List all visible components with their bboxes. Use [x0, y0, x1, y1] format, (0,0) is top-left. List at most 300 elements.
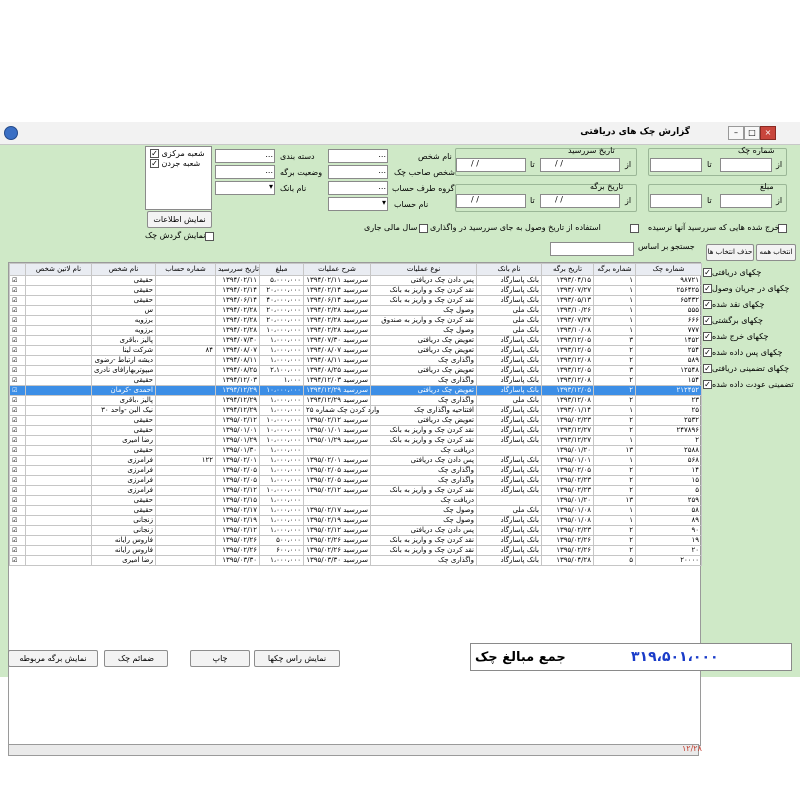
table-cell: بانک پاسارگاد	[477, 456, 542, 466]
table-cell: ۶۵۴۳۲	[636, 296, 702, 306]
table-cell: ۴۰،۰۰۰،۰۰۰	[260, 296, 304, 306]
table-cell	[156, 446, 216, 456]
row-check-icon[interactable]: ☑	[10, 416, 26, 426]
table-cell: سررسید ۱۳۹۵/۰۲/۱۲	[304, 416, 371, 426]
table-cell: ۱،۰۰۰	[260, 376, 304, 386]
table-row[interactable]	[10, 476, 702, 486]
row-check-icon[interactable]: ☑	[10, 326, 26, 336]
table-row[interactable]	[10, 506, 702, 516]
minimize-button[interactable]: –	[728, 126, 744, 140]
date-value: / /	[471, 159, 479, 168]
due-date-to-input[interactable]	[456, 158, 526, 172]
table-row[interactable]	[10, 386, 702, 396]
due-date-from-input[interactable]	[540, 158, 620, 172]
total-label: جمع مبالغ چک	[475, 650, 566, 665]
table-cell: ۱۳۹۵/۰۲/۲۳	[542, 476, 594, 486]
title-bar	[0, 122, 800, 145]
table-cell: ۱	[594, 436, 636, 446]
table-cell: ۲	[594, 416, 636, 426]
table-cell: بانک ملی	[477, 316, 542, 326]
table-cell: افتتاحیه واگذاری چک	[371, 406, 477, 416]
branches-list[interactable]	[145, 146, 212, 210]
table-cell	[26, 546, 92, 556]
table-cell: پس دادن چک دریافتی	[371, 526, 477, 536]
search-input[interactable]	[550, 242, 634, 256]
table-cell: بانک ملی	[477, 506, 542, 516]
row-check-icon[interactable]: ☑	[10, 476, 26, 486]
show-turnover-checkbox[interactable]	[205, 232, 214, 241]
horizontal-scrollbar[interactable]	[8, 744, 699, 756]
table-row[interactable]	[10, 336, 702, 346]
from-label: از	[625, 160, 632, 169]
table-cell: ۲	[594, 476, 636, 486]
table-cell: ۱۵	[636, 476, 702, 486]
table-cell: سررسید ۱۳۹۴/۱۲/۰۳	[304, 376, 371, 386]
table-cell: سررسید ۱۳۹۴/۰۲/۲۸	[304, 316, 371, 326]
table-cell: وارد کردن چک شماره ۲۵	[304, 406, 371, 416]
table-cell	[156, 496, 216, 506]
checkbox-icon[interactable]: ✓	[704, 300, 711, 309]
deselect-all-button[interactable]: حذف انتخاب ها	[706, 244, 754, 261]
table-cell: ۱،۰۰۰،۰۰۰	[260, 336, 304, 346]
table-cell: ۱	[594, 296, 636, 306]
checkbox-icon[interactable]: ✓	[151, 149, 158, 158]
row-check-icon[interactable]: ☑	[10, 386, 26, 396]
column-header[interactable]: نوع عملیات	[371, 264, 477, 276]
show-slip-button[interactable]: نمایش برگه مربوطه	[8, 650, 98, 667]
table-cell: سررسید ۱۳۹۵/۰۲/۰۱	[304, 456, 371, 466]
table-cell: تعویض چک دریافتی	[371, 346, 477, 356]
table-cell: سررسید ۱۳۹۵/۰۲/۱۷	[304, 506, 371, 516]
table-cell: ۱۳۹۳/۱۲/۰۵	[542, 366, 594, 376]
table-row[interactable]	[10, 486, 702, 496]
table-cell: ۱۳۹۳/۱۰/۰۸	[542, 326, 594, 336]
account-name-select[interactable]	[328, 197, 388, 211]
table-cell: واگذاری چک	[371, 556, 477, 566]
table-cell: زنجانی	[92, 526, 156, 536]
row-check-icon[interactable]: ☑	[10, 276, 26, 286]
table-cell: ۱۳۹۵/۰۲/۲۶	[542, 536, 594, 546]
use-receipt-date-checkbox[interactable]	[630, 224, 639, 233]
row-check-icon[interactable]: ☑	[10, 496, 26, 506]
maximize-button[interactable]: □	[744, 126, 760, 140]
table-cell: ۲،۱۰۰،۰۰۰	[260, 366, 304, 376]
table-cell: تعویض چک دریافتی	[371, 336, 477, 346]
browse-button[interactable]: ...	[378, 166, 386, 175]
table-cell	[26, 486, 92, 496]
date-value: / /	[471, 195, 479, 204]
browse-button[interactable]: ...	[265, 166, 273, 175]
report-window	[0, 122, 800, 753]
table-cell: بانک پاسارگاد	[477, 426, 542, 436]
column-header[interactable]: تاریخ سررسید	[216, 264, 260, 276]
table-row[interactable]	[10, 346, 702, 356]
table-cell	[156, 426, 216, 436]
table-cell: ۲۵۴	[636, 346, 702, 356]
browse-button[interactable]: ...	[378, 150, 386, 159]
table-row[interactable]	[10, 466, 702, 476]
table-cell	[156, 336, 216, 346]
attach-check-button[interactable]: ضمائم چک	[104, 650, 168, 667]
table-cell: ۲۵	[636, 406, 702, 416]
table-row[interactable]	[10, 276, 702, 286]
from-label: از	[776, 196, 783, 205]
print-button[interactable]: چاپ	[190, 650, 250, 667]
table-cell: ۳	[594, 366, 636, 376]
table-cell: ۱	[594, 286, 636, 296]
check-type-option[interactable]	[703, 380, 794, 389]
table-row[interactable]	[10, 406, 702, 416]
table-row[interactable]	[10, 296, 702, 306]
table-cell: سررسید ۱۳۹۵/۰۲/۱۹	[304, 516, 371, 526]
table-cell: ۲۰۰۰۰	[636, 556, 702, 566]
check-type-label: چکهای پس داده شده	[712, 348, 783, 357]
table-row[interactable]	[10, 436, 702, 446]
table-cell: ۱۳۹۳/۱۲/۰۸	[542, 356, 594, 366]
table-row[interactable]	[10, 516, 702, 526]
table-cell: ۱۳۹۳/۱۲/۲۷	[542, 436, 594, 446]
table-cell: ۱۳۹۵/۰۱/۰۸	[542, 516, 594, 526]
table-cell: ۱۳۹۵/۰۲/۱۹	[216, 516, 260, 526]
table-cell: ۲	[594, 486, 636, 496]
table-cell: ۲۵۶۴۲۵	[636, 286, 702, 296]
table-cell: ۵۶۸	[636, 456, 702, 466]
table-cell: حقیقی	[92, 296, 156, 306]
window-title: گزارش چک های دریافتی	[580, 127, 690, 137]
table-cell: ۱،۰۰۰،۰۰۰	[260, 466, 304, 476]
table-cell: ۱۳۹۵/۰۲/۲۶	[542, 546, 594, 556]
table-cell: ۱۳۹۵/۰۲/۱۵	[216, 496, 260, 506]
table-row[interactable]	[10, 526, 702, 536]
table-cell: حقیقی	[92, 426, 156, 436]
check-type-option[interactable]	[703, 284, 789, 293]
date-value: / /	[555, 195, 563, 204]
table-cell: سررسید ۱۳۹۵/۰۲/۲۶	[304, 546, 371, 556]
chevron-down-icon: ▾	[268, 182, 273, 191]
table-cell: ۵۸۹	[636, 356, 702, 366]
table-cell: ۱۳۹۳/۰۴/۱۵	[542, 276, 594, 286]
row-check-icon[interactable]: ☑	[10, 446, 26, 456]
table-cell: ۱۳۹۳/۱۰/۲۶	[542, 306, 594, 316]
table-cell: حقیقی	[92, 446, 156, 456]
table-cell: ۲۵۳۲	[636, 416, 702, 426]
checks-table[interactable]	[8, 262, 701, 746]
checkbox-icon[interactable]: ✓	[704, 348, 711, 357]
table-row[interactable]	[10, 546, 702, 556]
table-cell: بانک پاسارگاد	[477, 376, 542, 386]
branch-item[interactable]	[150, 149, 205, 158]
table-cell: ۱	[594, 516, 636, 526]
table-cell: ۱	[594, 506, 636, 516]
show-due-checks-button[interactable]: نمایش راس چکها	[254, 650, 340, 667]
table-cell: ۵۸	[636, 506, 702, 516]
table-cell: ۱۳۹۴/۰۲/۱۴	[216, 286, 260, 296]
column-header[interactable]: نام شخص	[92, 264, 156, 276]
table-cell: ۱۳۹۵/۰۲/۱۲	[216, 526, 260, 536]
table-cell: ۵۰۰،۰۰۰	[260, 536, 304, 546]
table-cell	[156, 526, 216, 536]
table-cell	[156, 386, 216, 396]
table-cell: نقد کردن چک و واریز به بانک	[371, 536, 477, 546]
checkbox-icon[interactable]: ✓	[704, 316, 711, 325]
table-cell: زنجانی	[92, 516, 156, 526]
table-cell: سررسید ۱۳۹۵/۰۳/۳۰	[304, 556, 371, 566]
table-cell	[26, 406, 92, 416]
table-cell: ۱،۰۰۰،۰۰۰	[260, 446, 304, 456]
table-cell: سررسید ۱۳۹۴/۱۲/۲۹	[304, 396, 371, 406]
category-input[interactable]	[215, 149, 275, 163]
table-row[interactable]	[10, 556, 702, 566]
row-check-icon[interactable]: ☑	[10, 516, 26, 526]
table-row[interactable]	[10, 426, 702, 436]
table-cell: ۱،۰۰۰،۰۰۰	[260, 476, 304, 486]
table-cell: نقد کردن چک و واریز به بانک	[371, 436, 477, 446]
table-cell: ۱۳۹۵/۰۲/۱۲	[216, 486, 260, 496]
table-row[interactable]	[10, 396, 702, 406]
table-cell: ۲	[594, 466, 636, 476]
table-cell: ۲۴۷۸۹۶	[636, 426, 702, 436]
table-cell: بانک پاسارگاد	[477, 356, 542, 366]
table-cell	[26, 416, 92, 426]
table-cell: ۱۳	[594, 446, 636, 456]
table-cell: ۱۳۹۵/۰۱/۰۱	[216, 426, 260, 436]
row-check-icon[interactable]: ☑	[10, 486, 26, 496]
show-info-button[interactable]: نمایش اطلاعات	[147, 211, 212, 228]
table-cell: بانک ملی	[477, 396, 542, 406]
row-header-corner	[10, 264, 26, 276]
check-owner-label: شخص صاحب چک	[394, 168, 455, 177]
amount-from-input[interactable]	[720, 194, 772, 208]
table-cell: ۲	[594, 426, 636, 436]
table-cell: ۱۳۹۳/۱۲/۰۵	[542, 346, 594, 356]
table-cell	[26, 456, 92, 466]
row-check-icon[interactable]: ☑	[10, 546, 26, 556]
table-cell: ۹۰	[636, 526, 702, 536]
table-row[interactable]	[10, 536, 702, 546]
table-cell	[156, 546, 216, 556]
table-cell: ۱۳۹۳/۱۲/۰۸	[542, 396, 594, 406]
table-cell: تعویض چک دریافتی	[371, 366, 477, 376]
table-cell: حقیقی	[92, 496, 156, 506]
row-check-icon[interactable]: ☑	[10, 376, 26, 386]
slip-status-input[interactable]	[215, 165, 275, 179]
table-cell: ۱،۰۰۰،۰۰۰	[260, 506, 304, 516]
table-cell: نقد کردن چک و واریز به بانک	[371, 546, 477, 556]
table-cell: ۱	[594, 326, 636, 336]
table-cell	[304, 496, 371, 506]
table-cell: ۸۹	[636, 516, 702, 526]
table-row[interactable]	[10, 286, 702, 296]
table-row[interactable]	[10, 416, 702, 426]
row-check-icon[interactable]: ☑	[10, 466, 26, 476]
table-cell: ۲	[594, 396, 636, 406]
check-type-label: چکهای دریافتی	[712, 268, 762, 277]
table-cell: سررسید ۱۳۹۴/۱۲/۲۹	[304, 386, 371, 396]
account-name-label: نام حساب	[394, 200, 429, 209]
table-cell: ۱۳۹۵/۰۲/۲۳	[542, 416, 594, 426]
column-header[interactable]: شماره حساب	[156, 264, 216, 276]
table-cell	[156, 316, 216, 326]
checkbox-icon[interactable]: ✓	[704, 268, 711, 277]
table-cell: ۹۸۷۲۱	[636, 276, 702, 286]
table-cell: فرامرزی	[92, 466, 156, 476]
close-button[interactable]: ×	[760, 126, 776, 140]
amount-label: مبلغ	[760, 182, 774, 191]
column-header[interactable]: شماره برگه	[594, 264, 636, 276]
table-cell	[26, 306, 92, 316]
table-row[interactable]	[10, 366, 702, 376]
row-check-icon[interactable]: ☑	[10, 396, 26, 406]
row-check-icon[interactable]: ☑	[10, 316, 26, 326]
table-cell: ۱۳۹۵/۰۲/۰۵	[542, 466, 594, 476]
table-cell: برزویه	[92, 316, 156, 326]
row-check-icon[interactable]: ☑	[10, 286, 26, 296]
bank-name-select[interactable]	[215, 181, 275, 195]
fiscal-year-checkbox[interactable]	[419, 224, 428, 233]
row-check-icon[interactable]: ☑	[10, 536, 26, 546]
table-cell: ۲	[594, 346, 636, 356]
table-cell: ۱۳۹۳/۰۷/۲۷	[542, 316, 594, 326]
row-check-icon[interactable]: ☑	[10, 356, 26, 366]
table-cell: سررسید ۱۳۹۵/۰۲/۰۵	[304, 476, 371, 486]
column-header[interactable]: تاریخ برگه	[542, 264, 594, 276]
row-check-icon[interactable]: ☑	[10, 346, 26, 356]
branch-item[interactable]	[150, 159, 200, 168]
table-cell: وصول چک	[371, 326, 477, 336]
table-cell: سررسید ۱۳۹۴/۰۸/۱۱	[304, 356, 371, 366]
table-cell: میپوتربهارافای نادری	[92, 366, 156, 376]
table-cell	[26, 396, 92, 406]
table-cell: ۱۳۹۵/۰۲/۲۳	[542, 526, 594, 536]
table-cell: ۱۳۹۵/۰۱/۰۸	[542, 506, 594, 516]
table-row[interactable]	[10, 496, 702, 506]
table-cell: دریافت چک	[371, 446, 477, 456]
table-cell	[156, 416, 216, 426]
table-cell	[26, 556, 92, 566]
table-cell: ۱۵۴	[636, 376, 702, 386]
table-cell: بانک پاسارگاد	[477, 536, 542, 546]
browse-button[interactable]: ...	[265, 150, 273, 159]
checkbox-icon[interactable]: ✓	[704, 380, 711, 389]
table-cell: ۲۵۸۸	[636, 446, 702, 456]
table-cell: ۵	[594, 556, 636, 566]
table-cell: ۱۳۹۳/۱۲/۲۷	[542, 426, 594, 436]
check-type-option[interactable]	[703, 268, 761, 277]
row-check-icon[interactable]: ☑	[10, 306, 26, 316]
table-cell	[26, 466, 92, 476]
table-cell: ۱۰،۰۰۰،۰۰۰	[260, 426, 304, 436]
browse-button[interactable]: ...	[378, 182, 386, 191]
table-cell: سررسید ۱۳۹۵/۰۲/۲۶	[304, 536, 371, 546]
row-check-icon[interactable]: ☑	[10, 406, 26, 416]
checkbox-icon[interactable]: ✓	[704, 284, 711, 293]
table-cell: ۱۳۹۴/۰۲/۲۸	[216, 326, 260, 336]
table-cell: ۱۳۹۳/۱۲/۰۸	[542, 376, 594, 386]
table-cell	[156, 556, 216, 566]
table-cell	[156, 476, 216, 486]
row-check-icon[interactable]: ☑	[10, 436, 26, 446]
table-cell: ۱،۰۰۰،۰۰۰	[260, 516, 304, 526]
row-check-icon[interactable]: ☑	[10, 526, 26, 536]
column-header[interactable]: نام بانک	[477, 264, 542, 276]
chevron-down-icon: ▾	[381, 198, 386, 207]
table-cell: سررسید ۱۳۹۵/۰۱/۰۱	[304, 426, 371, 436]
checkbox-icon[interactable]: ✓	[151, 159, 158, 168]
table-cell: ۱۳۹۳/۰۵/۱۳	[542, 296, 594, 306]
table-row[interactable]	[10, 306, 702, 316]
row-check-icon[interactable]: ☑	[10, 296, 26, 306]
table-cell: بانک پاسارگاد	[477, 416, 542, 426]
counter-account-group-input[interactable]	[328, 181, 388, 195]
check-type-option[interactable]	[703, 364, 789, 373]
table-cell: بانک پاسارگاد	[477, 336, 542, 346]
table-cell: ۱۳۹۵/۰۲/۰۵	[216, 476, 260, 486]
check-number-from-input[interactable]	[720, 158, 772, 172]
table-row[interactable]	[10, 376, 702, 386]
table-cell: ۱۳۹۴/۰۲/۲۸	[216, 316, 260, 326]
table-cell: ۵۵۵	[636, 306, 702, 316]
row-check-icon[interactable]: ☑	[10, 426, 26, 436]
table-cell: فرامرزی	[92, 486, 156, 496]
check-type-option[interactable]	[703, 300, 764, 309]
slip-date-from-input[interactable]	[540, 194, 620, 208]
check-type-option[interactable]	[703, 348, 782, 357]
table-cell: ۱۳۹۵/۰۱/۲۰	[542, 496, 594, 506]
row-check-icon[interactable]: ☑	[10, 556, 26, 566]
table-cell: ۳	[594, 336, 636, 346]
check-type-option[interactable]	[703, 316, 763, 325]
table-cell	[26, 526, 92, 536]
to-label: تا	[707, 196, 712, 205]
table-cell: بانک ملی	[477, 306, 542, 316]
slip-date-to-input[interactable]	[456, 194, 526, 208]
table-row[interactable]	[10, 446, 702, 456]
table-cell: ۲	[594, 376, 636, 386]
table-cell: ۱۳۹۵/۰۲/۰۱	[216, 456, 260, 466]
checkbox-icon[interactable]: ✓	[704, 332, 711, 341]
table-cell: ۱۳۹۵/۰۱/۲۹	[216, 436, 260, 446]
table-row[interactable]	[10, 316, 702, 326]
row-check-icon[interactable]: ☑	[10, 336, 26, 346]
row-check-icon[interactable]: ☑	[10, 456, 26, 466]
counter-account-group-label: گروه طرف حساب	[392, 184, 455, 193]
amount-to-input[interactable]	[650, 194, 702, 208]
column-header[interactable]: نام لاتین شخص	[26, 264, 92, 276]
table-row[interactable]	[10, 326, 702, 336]
table-cell: س	[92, 306, 156, 316]
check-number-to-input[interactable]	[650, 158, 702, 172]
table-cell: بانک پاسارگاد	[477, 516, 542, 526]
table-cell: ۱،۰۰۰،۰۰۰	[260, 526, 304, 536]
table-row[interactable]	[10, 356, 702, 366]
table-cell: ۱	[594, 316, 636, 326]
check-owner-input[interactable]	[328, 165, 388, 179]
person-name-input[interactable]	[328, 149, 388, 163]
row-check-icon[interactable]: ☑	[10, 366, 26, 376]
checkbox-icon[interactable]: ✓	[704, 364, 711, 373]
table-row[interactable]	[10, 456, 702, 466]
table-cell	[26, 476, 92, 486]
column-header[interactable]: شرح عملیات	[304, 264, 371, 276]
table-cell: ۱۳۹۵/۰۱/۰۱	[542, 456, 594, 466]
table-cell	[156, 466, 216, 476]
column-header[interactable]: مبلغ	[260, 264, 304, 276]
check-type-option[interactable]	[703, 332, 768, 341]
row-check-icon[interactable]: ☑	[10, 506, 26, 516]
select-all-button[interactable]: انتخاب همه	[756, 244, 796, 261]
column-header[interactable]: شماره چک	[636, 264, 702, 276]
use-receipt-date-label: استفاده از تاریخ وصول به جای سررسید در واگذاری	[430, 223, 601, 232]
